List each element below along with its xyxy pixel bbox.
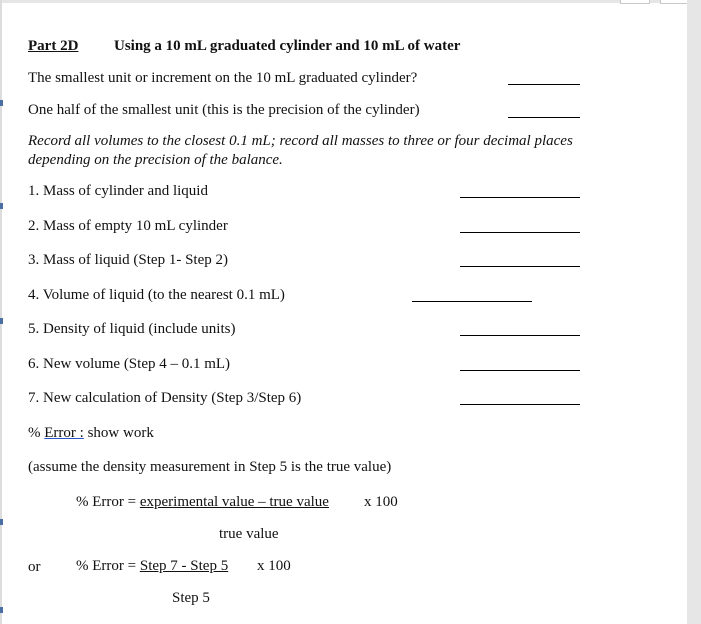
answer-blank-step-5[interactable] bbox=[460, 335, 580, 336]
step-7: 7. New calculation of Density (Step 3/Step 6) bbox=[28, 390, 302, 406]
answer-blank-half-unit[interactable] bbox=[508, 117, 580, 118]
assumption-note: (assume the density measurement in Step 5 is the true value) bbox=[28, 459, 392, 475]
answer-blank-step-6[interactable] bbox=[460, 370, 580, 371]
formula-1-numerator: experimental value – true value bbox=[139, 494, 329, 510]
formula-2-label: % Error = bbox=[76, 558, 140, 574]
answer-blank-smallest-unit[interactable] bbox=[508, 84, 580, 85]
formula-2-times: x 100 bbox=[257, 558, 291, 574]
step-6: 6. New volume (Step 4 – 0.1 mL) bbox=[28, 356, 231, 372]
ruler-marker bbox=[0, 318, 3, 324]
answer-blank-step-7[interactable] bbox=[460, 404, 580, 405]
answer-blank-step-1[interactable] bbox=[460, 197, 580, 198]
ruler-marker bbox=[0, 203, 3, 209]
percent-error-suffix: show work bbox=[83, 425, 154, 441]
step-2: 2. Mass of empty 10 mL cylinder bbox=[28, 218, 228, 234]
ruler-marker bbox=[0, 607, 3, 613]
step-4: 4. Volume of liquid (to the nearest 0.1 mL) bbox=[28, 287, 285, 303]
or-label: or bbox=[28, 559, 41, 575]
question-half-unit: One half of the smallest unit (this is the precision of the cylinder) bbox=[28, 102, 420, 118]
percent-error-word: Error : bbox=[44, 425, 84, 441]
step-5: 5. Density of liquid (include units) bbox=[28, 321, 236, 337]
answer-blank-step-2[interactable] bbox=[460, 232, 580, 233]
formula-2 bbox=[76, 557, 228, 575]
formula-2-numerator: Step 7 - Step 5 bbox=[139, 558, 229, 574]
percent-error-prefix: % bbox=[28, 425, 45, 441]
formula-1-denominator: true value bbox=[219, 526, 279, 542]
step-1: 1. Mass of cylinder and liquid bbox=[28, 183, 208, 199]
part-label: Part 2D bbox=[28, 38, 79, 54]
toolbar-box bbox=[620, 0, 650, 4]
formula-2-denominator: Step 5 bbox=[172, 590, 210, 606]
page-margin-right bbox=[687, 0, 701, 624]
answer-blank-step-3[interactable] bbox=[460, 266, 580, 267]
instruction-line-2: depending on the precision of the balance. bbox=[28, 152, 283, 168]
answer-blank-step-4[interactable] bbox=[412, 301, 532, 302]
formula-1-times: x 100 bbox=[364, 494, 398, 510]
ruler-marker bbox=[0, 100, 3, 106]
toolbar-box bbox=[660, 0, 690, 4]
window-top-edge bbox=[0, 0, 701, 3]
formula-1 bbox=[76, 493, 329, 511]
ruler-marker bbox=[0, 519, 3, 525]
question-smallest-unit: The smallest unit or increment on the 10 mL graduated cylinder? bbox=[28, 70, 418, 86]
page-margin-left bbox=[0, 0, 2, 624]
step-3: 3. Mass of liquid (Step 1- Step 2) bbox=[28, 252, 228, 268]
formula-1-label: % Error = bbox=[76, 494, 140, 510]
percent-error-heading bbox=[28, 424, 154, 442]
instruction-line-1: Record all volumes to the closest 0.1 mL; record all masses to three or four decimal places bbox=[28, 133, 573, 149]
part-title: Using a 10 mL graduated cylinder and 10 mL of water bbox=[114, 38, 461, 54]
